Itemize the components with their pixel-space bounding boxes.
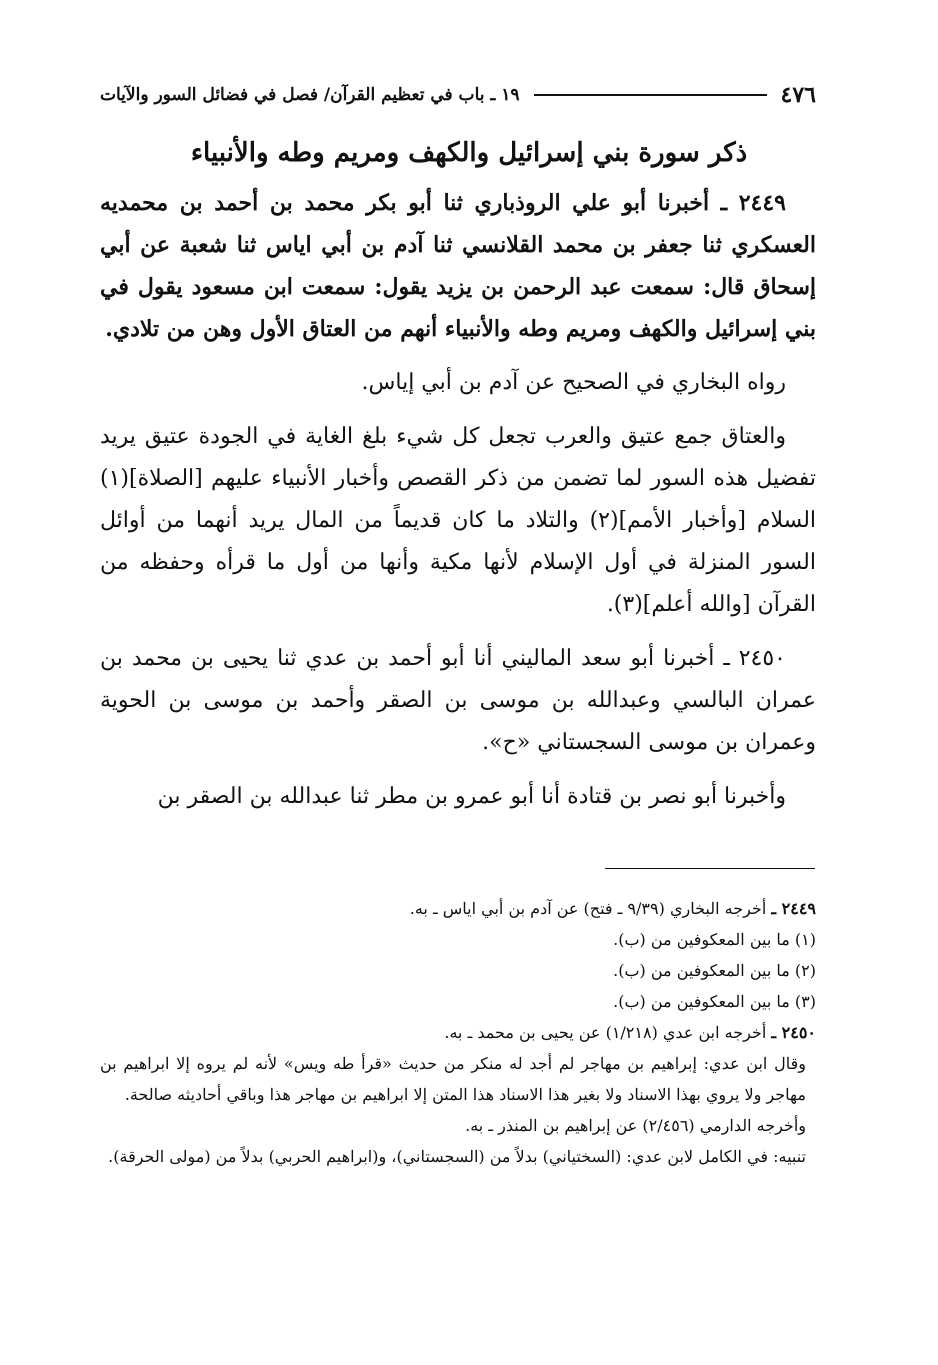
- footnote-2450-text: أخرجه ابن عدي (١/٢١٨) عن يحيى بن محمد ـ به.: [444, 1023, 767, 1042]
- footnote-note: تنبيه: في الكامل لابن عدي: (السختياني) بدلاً من (السجستاني)، و(ابراهيم الحربي) بدلاً من (مولى الحرقة).: [108, 1147, 806, 1166]
- running-title: ١٩ ـ باب في تعظيم القرآن/ فصل في فضائل السور والآيات: [100, 85, 520, 105]
- footnote-3: (٣) ما بين المعكوفين من (ب).: [613, 992, 816, 1011]
- page-number: ٤٧٦: [780, 82, 816, 108]
- footnote-rule: [605, 868, 815, 869]
- footnotes: [100, 893, 816, 1172]
- footnote-1: (١) ما بين المعكوفين من (ب).: [613, 930, 816, 949]
- header-rule: [534, 94, 767, 96]
- footnote-ibn-adi: وقال ابن عدي: إبراهيم بن مهاجر لم أجد له منكر من حديث «قرأ طه ويس» لأنه لم يروه إلا ابراهيم بن مهاجر ولا يروي بهذا الاسناد ولا بغير هذا الاسناد هذا المتن إلا ابراهيم بن مهاجر هذا وباقي أحاديثه صالحة.: [100, 1054, 806, 1104]
- footnote-2449-number: ٢٤٤٩ ـ: [771, 899, 816, 918]
- footnote-2450-number: ٢٤٥٠ ـ: [771, 1023, 816, 1042]
- main-text: [100, 182, 816, 830]
- paragraph-explanation: والعتاق جمع عتيق والعرب تجعل كل شيء بلغ الغاية في الجودة عتيق يريد تفضيل هذه السور لما تضمن من ذكر القصص وأخبار الأنبياء عليهم [الصلاة](١) السلام [وأخبار الأمم](٢) والتلاد ما كان قديماً من المال يريد أنهما من أوائل السور المنزلة في أول الإسلام لأنها مكية وأنها من أول ما قرأه وحفظه من القرآن [والله أعلم](٣).: [100, 424, 817, 617]
- footnote-2: (٢) ما بين المعكوفين من (ب).: [613, 961, 816, 980]
- footnote-darimi: وأخرجه الدارمي (٢/٤٥٦) عن إبراهيم بن المنذر ـ به.: [465, 1116, 806, 1135]
- paragraph-hadith-2449: ٢٤٤٩ ـ أخبرنا أبو علي الروذباري ثنا أبو بكر محمد بن أحمد بن محمديه العسكري ثنا جعفر بن محمد القلانسي ثنا آدم بن أبي اياس ثنا شعبة عن أبي إسحاق قال: سمعت عبد الرحمن بن يزيد يقول: سمعت ابن مسعود يقول في بني إسرائيل والكهف ومريم وطه والأنبياء أنهم من العتاق الأول وهن من تلادي.: [100, 190, 816, 342]
- footnote-2449-text: أخرجه البخاري (٩/٣٩ ـ فتح) عن آدم بن أبي اياس ـ به.: [409, 899, 767, 918]
- page-header: [100, 78, 816, 112]
- paragraph-hadith-2450: ٢٤٥٠ ـ أخبرنا أبو سعد الماليني أنا أبو أحمد بن عدي ثنا يحيى بن محمد بن عمران البالسي وعبدالله بن موسى بن الصقر وأحمد بن موسى بن الحوية وعمران بن موسى السجستاني «ح».: [100, 646, 816, 755]
- paragraph-bukhari: رواه البخاري في الصحيح عن آدم بن أبي إياس.: [361, 370, 786, 395]
- section-heading: ذكر سورة بني إسرائيل والكهف ومريم وطه والأنبياء: [190, 138, 748, 168]
- footnote-2449: [100, 893, 816, 924]
- footnote-2450: [100, 1017, 816, 1048]
- paragraph-continuation: وأخبرنا أبو نصر بن قتادة أنا أبو عمرو بن مطر ثنا عبدالله بن الصقر بن: [157, 784, 786, 809]
